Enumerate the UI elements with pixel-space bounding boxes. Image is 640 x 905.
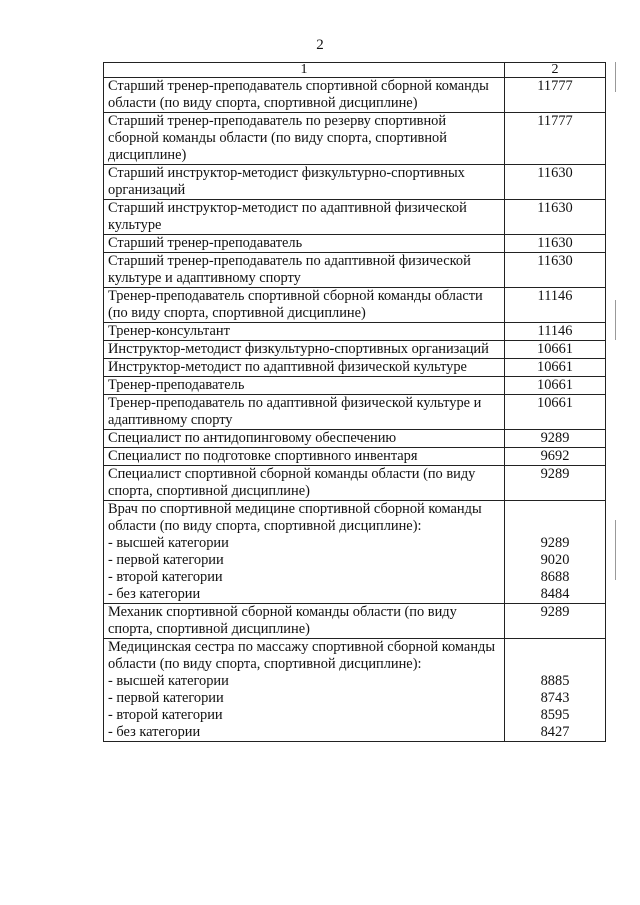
category-label: - без категории bbox=[108, 586, 201, 602]
category-salary: 8885 bbox=[540, 673, 570, 689]
salary-cell: 11630 bbox=[505, 200, 606, 235]
category-label: - второй категории bbox=[108, 569, 223, 585]
salary-cell: 11630 bbox=[505, 235, 606, 253]
scan-edge-mark bbox=[615, 520, 616, 580]
scan-edge-mark bbox=[615, 62, 616, 92]
salary-cell: 11146 bbox=[505, 288, 606, 323]
position-cell: Механик спортивной сборной команды области (по виду спорта, спортивной дисциплине) bbox=[104, 604, 505, 639]
position-cell: Старший тренер-преподаватель bbox=[104, 235, 505, 253]
table-row bbox=[104, 78, 606, 113]
category-salary: 8484 bbox=[540, 586, 570, 602]
table-row bbox=[104, 288, 606, 323]
salary-cell: 11777 bbox=[505, 78, 606, 113]
table-row bbox=[104, 235, 606, 253]
category-salary: 9289 bbox=[540, 535, 570, 551]
doctor-salary-cell bbox=[505, 501, 606, 604]
salary-cell: 9289 bbox=[505, 466, 606, 501]
salary-cell: 9289 bbox=[505, 604, 606, 639]
nurse-salary-cell bbox=[505, 639, 606, 742]
position-cell: Специалист спортивной сборной команды области (по виду спорта, спортивной дисциплине) bbox=[104, 466, 505, 501]
position-cell: Старший тренер-преподаватель по резерву спортивной сборной команды области (по виду спорта, спортивной дисциплине) bbox=[104, 113, 505, 165]
position-cell: Старший тренер-преподаватель спортивной сборной команды области (по виду спорта, спортивной дисциплине) bbox=[104, 78, 505, 113]
salary-cell: 11777 bbox=[505, 113, 606, 165]
salary-cell: 11630 bbox=[505, 165, 606, 200]
salary-table bbox=[103, 62, 606, 742]
page-number: 2 bbox=[316, 37, 324, 53]
salary-cell: 9692 bbox=[505, 448, 606, 466]
table-row bbox=[104, 359, 606, 377]
category-label: - первой категории bbox=[108, 690, 224, 706]
salary-cell: 9289 bbox=[505, 430, 606, 448]
salary-cell: 10661 bbox=[505, 359, 606, 377]
category-salary: 8427 bbox=[540, 724, 570, 740]
table-row bbox=[104, 200, 606, 235]
category-label: - без категории bbox=[108, 724, 201, 740]
position-cell: Инструктор-методист физкультурно-спортивных организаций bbox=[104, 341, 505, 359]
table-row bbox=[104, 430, 606, 448]
nurse-title: Медицинская сестра по массажу спортивной сборной команды области (по виду спорта, спортивной дисциплине): bbox=[108, 639, 496, 672]
position-cell: Тренер-преподаватель bbox=[104, 377, 505, 395]
table-row bbox=[104, 448, 606, 466]
position-cell: Специалист по антидопинговому обеспечению bbox=[104, 430, 505, 448]
salary-cell: 10661 bbox=[505, 395, 606, 430]
table-row bbox=[104, 253, 606, 288]
table-row-nurse bbox=[104, 639, 606, 742]
table-row bbox=[104, 466, 606, 501]
position-cell: Старший инструктор-методист по адаптивной физической культуре bbox=[104, 200, 505, 235]
table-row bbox=[104, 395, 606, 430]
salary-cell: 11630 bbox=[505, 253, 606, 288]
position-cell: Тренер-преподаватель спортивной сборной команды области (по виду спорта, спортивной дисциплине) bbox=[104, 288, 505, 323]
nurse-position-cell bbox=[104, 639, 505, 742]
table-row bbox=[104, 113, 606, 165]
position-cell: Инструктор-методист по адаптивной физической культуре bbox=[104, 359, 505, 377]
table-row-doctor bbox=[104, 501, 606, 604]
doctor-position-cell bbox=[104, 501, 505, 604]
table-row bbox=[104, 165, 606, 200]
position-cell: Старший инструктор-методист физкультурно-спортивных организаций bbox=[104, 165, 505, 200]
table-row bbox=[104, 323, 606, 341]
category-salary: 8743 bbox=[540, 690, 570, 706]
category-label: - второй категории bbox=[108, 707, 223, 723]
position-cell: Тренер-консультант bbox=[104, 323, 505, 341]
table-header-row bbox=[104, 63, 606, 78]
table-row bbox=[104, 377, 606, 395]
category-salary: 8688 bbox=[540, 569, 570, 585]
salary-cell: 11146 bbox=[505, 323, 606, 341]
category-label: - высшей категории bbox=[108, 673, 229, 689]
doctor-title: Врач по спортивной медицине спортивной сборной команды области (по виду спорта, спортивной дисциплине): bbox=[108, 501, 482, 534]
table-row bbox=[104, 341, 606, 359]
table-row bbox=[104, 604, 606, 639]
column-header-2: 2 bbox=[505, 63, 606, 78]
category-label: - высшей категории bbox=[108, 535, 229, 551]
salary-cell: 10661 bbox=[505, 341, 606, 359]
position-cell: Специалист по подготовке спортивного инвентаря bbox=[104, 448, 505, 466]
category-salary: 8595 bbox=[540, 707, 570, 723]
position-cell: Старший тренер-преподаватель по адаптивной физической культуре и адаптивному спорту bbox=[104, 253, 505, 288]
scan-edge-mark bbox=[615, 300, 616, 340]
column-header-1: 1 bbox=[104, 63, 505, 78]
category-salary: 9020 bbox=[540, 552, 570, 568]
category-label: - первой категории bbox=[108, 552, 224, 568]
position-cell: Тренер-преподаватель по адаптивной физической культуре и адаптивному спорту bbox=[104, 395, 505, 430]
salary-cell: 10661 bbox=[505, 377, 606, 395]
